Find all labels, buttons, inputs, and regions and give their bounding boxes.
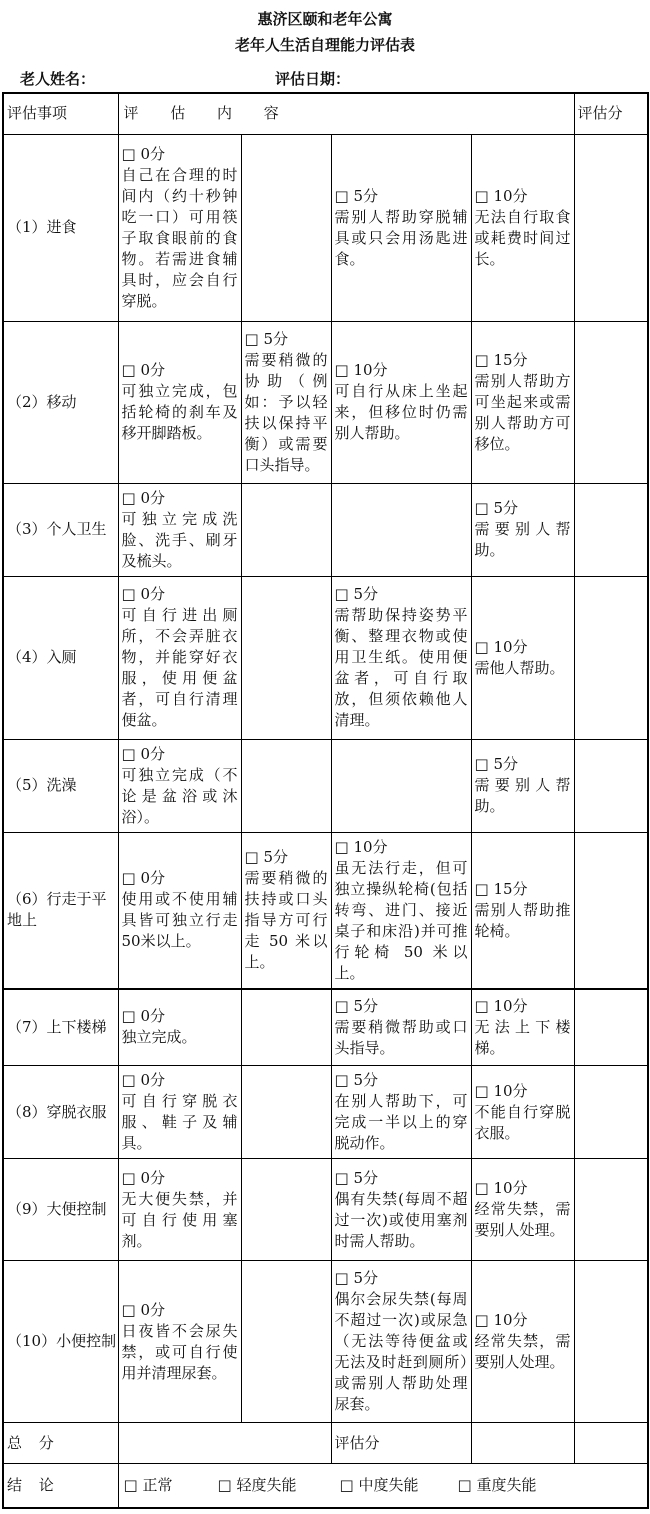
- option-cell: [118, 321, 241, 483]
- option-score: □ 15分: [474, 350, 528, 369]
- option-cell: [471, 739, 574, 832]
- option-description: 需要别人帮助。: [474, 776, 571, 815]
- conclusion-label-cell: [3, 1464, 118, 1508]
- option-score: □ 5分: [334, 1269, 378, 1287]
- assessment-row: [3, 739, 648, 832]
- option-description: 需要稍微的扶持或口头指导方可行走 50 米以上。: [244, 869, 328, 971]
- score-entry-cell: [574, 321, 648, 483]
- option-cell: [118, 483, 241, 576]
- option-description: 需要稍微的协助（例如：予以轻扶以保持平衡）或需要口头指导。: [244, 350, 328, 474]
- option-description: 可独立完成（不论是盆浴或沐浴）。: [121, 765, 238, 826]
- conclusion-row: [3, 1464, 648, 1508]
- option-description: 偶有失禁(每周不超过一次)或使用塞剂时需人帮助。: [334, 1189, 468, 1250]
- score-entry-cell: [574, 576, 648, 739]
- header-item: 评估事项: [3, 93, 118, 134]
- option-score: □ 0分: [121, 488, 165, 507]
- assessment-row: [3, 989, 648, 1066]
- option-description: 需他人帮助。: [474, 658, 565, 677]
- option-description: 需要别人帮助。: [474, 520, 571, 559]
- option-description: 偶尔会尿失禁(每周不超过一次)或尿急（无法等待便盆或无法及时赶到厕所）或需别人帮助处理尿套。: [334, 1290, 468, 1413]
- option-cell: [118, 989, 241, 1066]
- table-header-row: [3, 93, 648, 134]
- option-cell: [331, 1261, 471, 1423]
- option-score: □ 0分: [121, 744, 165, 763]
- option-score: □ 10分: [474, 637, 528, 656]
- option-description: 需帮助保持姿势平衡、整理衣物或使用卫生纸。使用便盆者，可自行取放，但须依赖他人清理。: [334, 606, 468, 729]
- option-cell: [471, 483, 574, 576]
- conclusion-option-mild: □ 轻度失能: [217, 1475, 297, 1494]
- option-score: □ 5分: [244, 848, 288, 866]
- empty-option-cell: [331, 739, 471, 832]
- option-cell: [241, 832, 331, 989]
- header-content: [118, 93, 574, 134]
- option-description: 可自行从床上坐起来，但移位时仍需别人帮助。: [334, 382, 468, 442]
- conclusion-option-severe: □ 重度失能: [457, 1475, 537, 1494]
- option-score: □ 0分: [121, 1168, 165, 1187]
- table-header-group: [3, 93, 648, 134]
- option-description: 可独立完成，包括轮椅的刹车及移开脚踏板。: [121, 382, 238, 442]
- total-score-entry-cell: [471, 1423, 574, 1464]
- total-blank-cell: [118, 1423, 331, 1464]
- form-info-line: [0, 69, 650, 89]
- option-cell: [471, 1261, 574, 1423]
- empty-option-cell: [241, 576, 331, 739]
- form-title: 老年人生活自理能力评估表: [234, 36, 415, 54]
- option-cell: [471, 1066, 574, 1159]
- option-score: □ 10分: [474, 1179, 528, 1197]
- score-entry-cell: [574, 1159, 648, 1261]
- option-score: □ 0分: [121, 869, 165, 887]
- option-cell: [118, 1066, 241, 1159]
- assessment-row: [3, 321, 648, 483]
- empty-option-cell: [241, 989, 331, 1066]
- item-label: （6）行走于平地上: [3, 832, 118, 989]
- item-label: （3）个人卫生: [3, 483, 118, 576]
- option-score: □ 5分: [334, 996, 378, 1015]
- score-entry-cell: [574, 1261, 648, 1423]
- option-description: 需别人帮助推轮椅。: [474, 900, 571, 940]
- conclusion-label: 结 论: [7, 1475, 60, 1494]
- option-description: 不能自行穿脱衣服。: [474, 1102, 571, 1142]
- option-score: □ 0分: [121, 1071, 165, 1089]
- option-description: 无大便失禁，并可自行使用塞剂。: [121, 1189, 238, 1250]
- option-description: 在别人帮助下，可完成一半以上的穿脱动作。: [334, 1092, 468, 1152]
- option-description: 经常失禁，需要别人处理。: [474, 1332, 571, 1371]
- total-label: 总 分: [7, 1433, 60, 1452]
- conclusion-option-moderate: □ 中度失能: [339, 1475, 419, 1494]
- assessment-table: [2, 92, 649, 1509]
- total-extra-cell: [574, 1423, 648, 1464]
- option-score: □ 0分: [121, 144, 165, 163]
- option-description: 可自行穿脱衣服、鞋子及辅具。: [121, 1092, 238, 1152]
- option-score: □ 5分: [474, 499, 518, 517]
- assessment-row: [3, 576, 648, 739]
- assessment-row: [3, 832, 648, 989]
- option-description: 使用或不使用辅具皆可独立行走50米以上。: [121, 890, 238, 950]
- empty-option-cell: [241, 134, 331, 321]
- empty-option-cell: [241, 1066, 331, 1159]
- option-score: □ 10分: [474, 186, 528, 205]
- option-cell: [331, 1159, 471, 1261]
- elder-name-label: 老人姓名：: [20, 70, 96, 88]
- option-cell: [471, 989, 574, 1066]
- empty-option-cell: [241, 1159, 331, 1261]
- option-description: 可自行进出厕所，不会弄脏衣物，并能穿好衣服，使用便盆者，可自行清理便盆。: [121, 606, 238, 729]
- assessment-row: [3, 1066, 648, 1159]
- option-score: □ 10分: [334, 361, 388, 379]
- empty-option-cell: [241, 1261, 331, 1423]
- option-cell: [471, 321, 574, 483]
- option-description: 虽无法行走，但可独立操纵轮椅(包括转弯、进门、接近桌子和床沿)并可推行轮椅 50 米以上。: [334, 858, 468, 982]
- option-cell: [331, 1066, 471, 1159]
- option-cell: [331, 321, 471, 483]
- option-cell: [118, 1261, 241, 1423]
- item-label: （10）小便控制: [3, 1261, 118, 1423]
- option-description: 无法自行取食或耗费时间过长。: [474, 207, 571, 268]
- option-score: □ 0分: [121, 1007, 165, 1026]
- option-score: □ 0分: [121, 585, 165, 603]
- item-label: （5）洗澡: [3, 739, 118, 832]
- option-description: 日夜皆不会尿失禁，或可自行使用并清理尿套。: [121, 1321, 238, 1382]
- option-score: □ 5分: [334, 1168, 378, 1187]
- option-description: 需要稍微帮助或口头指导。: [334, 1017, 468, 1057]
- score-entry-cell: [574, 483, 648, 576]
- option-score: □ 0分: [121, 361, 165, 379]
- item-label: （9）大便控制: [3, 1159, 118, 1261]
- assessment-row: [3, 134, 648, 321]
- option-score: □ 0分: [121, 1300, 165, 1319]
- header-score: 评估分: [574, 93, 648, 134]
- option-score: □ 10分: [474, 1081, 528, 1100]
- assessment-row: [3, 1261, 648, 1423]
- assessment-date-label: 评估日期：: [275, 70, 351, 88]
- conclusion-options: [118, 1464, 648, 1508]
- option-cell: [471, 1159, 574, 1261]
- item-label: （1）进食: [3, 134, 118, 321]
- option-cell: [331, 576, 471, 739]
- assessment-rows: [3, 134, 648, 1423]
- option-score: □ 5分: [474, 755, 518, 773]
- item-label: （7）上下楼梯: [3, 989, 118, 1066]
- total-row: [3, 1423, 648, 1464]
- assessment-row: [3, 483, 648, 576]
- empty-option-cell: [331, 483, 471, 576]
- empty-option-cell: [241, 483, 331, 576]
- option-score: □ 5分: [334, 186, 378, 205]
- empty-option-cell: [241, 739, 331, 832]
- option-description: 需别人帮助穿脱辅具或只会用汤匙进食。: [334, 207, 468, 268]
- item-label: （8）穿脱衣服: [3, 1066, 118, 1159]
- option-cell: [331, 134, 471, 321]
- score-entry-cell: [574, 832, 648, 989]
- option-score: □ 5分: [334, 1071, 378, 1089]
- option-score: □ 5分: [334, 585, 378, 603]
- option-description: 可独立完成洗脸、洗手、刷牙及梳头。: [121, 509, 238, 570]
- option-cell: [118, 832, 241, 989]
- option-cell: [471, 832, 574, 989]
- conclusion-option-normal: □ 正常: [123, 1475, 173, 1494]
- option-description: 自己在合理的时间内（约十秒钟吃一口）可用筷子取食眼前的食物。若需进食辅具时，应会自行穿脱。: [121, 165, 238, 310]
- option-description: 需别人帮助方可坐起来或需别人帮助方可移位。: [474, 371, 571, 453]
- option-cell: [118, 134, 241, 321]
- header-content-label: 评 估 内 容: [123, 104, 287, 123]
- option-description: 独立完成。: [121, 1028, 197, 1047]
- score-entry-cell: [574, 134, 648, 321]
- assessment-row: [3, 1159, 648, 1261]
- option-cell: [331, 832, 471, 989]
- option-cell: [241, 321, 331, 483]
- table-footer-group: [3, 1423, 648, 1508]
- total-score-label: 评估分: [331, 1423, 471, 1464]
- score-entry-cell: [574, 1066, 648, 1159]
- total-label-cell: [3, 1423, 118, 1464]
- option-cell: [331, 989, 471, 1066]
- score-entry-cell: [574, 989, 648, 1066]
- option-score: □ 10分: [474, 996, 528, 1015]
- option-cell: [118, 576, 241, 739]
- score-entry-cell: [574, 739, 648, 832]
- option-cell: [471, 134, 574, 321]
- option-description: 无法上下楼梯。: [474, 1017, 571, 1057]
- item-label: （2）移动: [3, 321, 118, 483]
- option-score: □ 10分: [334, 837, 388, 856]
- option-description: 经常失禁，需要别人处理。: [474, 1200, 571, 1239]
- item-label: （4）入厕: [3, 576, 118, 739]
- option-score: □ 15分: [474, 879, 528, 898]
- option-score: □ 10分: [474, 1311, 528, 1329]
- option-cell: [118, 739, 241, 832]
- option-cell: [118, 1159, 241, 1261]
- option-cell: [471, 576, 574, 739]
- option-score: □ 5分: [244, 329, 288, 348]
- org-name: 惠济区颐和老年公寓: [257, 10, 393, 28]
